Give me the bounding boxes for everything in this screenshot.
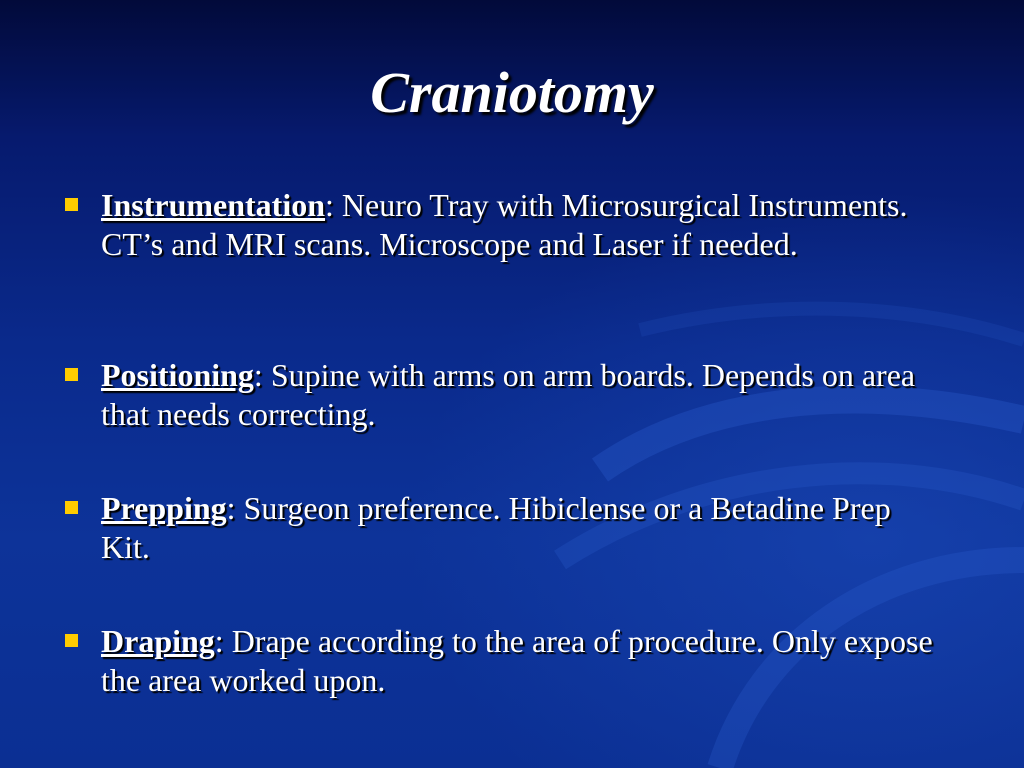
bullet-term: Positioning — [101, 357, 254, 393]
square-bullet-icon — [65, 634, 78, 647]
bullet-text — [101, 489, 941, 566]
bullet-term: Prepping — [101, 490, 227, 526]
bullet-term: Draping — [101, 623, 215, 659]
bullet-description: : Surgeon preference. Hibiclense or a Betadine Prep Kit. — [101, 490, 891, 565]
bullet-text — [101, 186, 941, 263]
square-bullet-icon — [65, 368, 78, 381]
square-bullet-icon — [65, 198, 78, 211]
square-bullet-icon — [65, 501, 78, 514]
bullet-text — [101, 622, 941, 699]
bullet-description: : Drape according to the area of procedure. Only expose the area worked upon. — [101, 623, 933, 698]
slide-title: Craniotomy — [370, 60, 654, 125]
bullet-description: : Neuro Tray with Microsurgical Instruments. CT’s and MRI scans. Microscope and Laser if needed. — [101, 187, 908, 262]
bullet-description: : Supine with arms on arm boards. Depends on area that needs correcting. — [101, 357, 916, 432]
bullet-term: Instrumentation — [101, 187, 326, 223]
bullet-text — [101, 356, 941, 433]
